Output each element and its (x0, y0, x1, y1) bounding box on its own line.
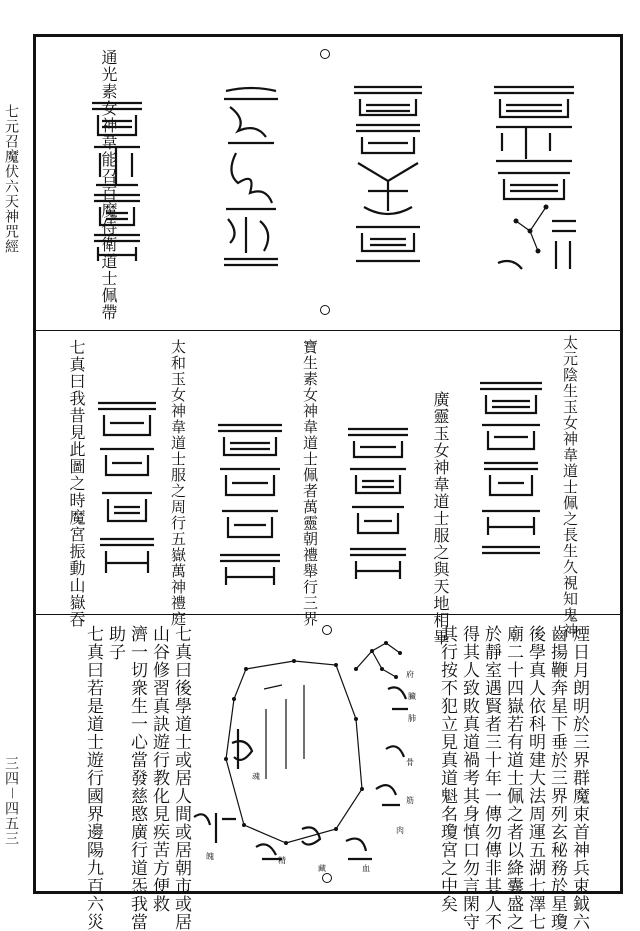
panel-text-and-diagram (36, 615, 620, 931)
talisman-seal (216, 83, 286, 269)
binding-hole (320, 49, 330, 59)
text-column: 山谷修習真訣遊行教化見疾苦方便救 (149, 625, 169, 913)
map-label: 魂 (252, 772, 260, 781)
talisman-caption: 寶生素女神韋道士佩者萬靈朝禮舉行三界 (301, 339, 319, 627)
talisman-seal (348, 81, 428, 271)
talisman-seal (212, 417, 288, 593)
map-label: 府 (406, 670, 414, 679)
page-frame (33, 34, 623, 931)
map-label: 臟 (408, 692, 416, 701)
talisman-caption: 廣靈玉女神韋道士服之與天地相畢 (431, 391, 450, 646)
panel-talismans-top (36, 37, 620, 331)
talisman-seal (92, 395, 162, 581)
text-column: 廟二十四嶽若有道士佩之者以絳囊盛之 (503, 625, 523, 931)
map-label: 肉 (396, 826, 404, 835)
talisman-seal (474, 375, 548, 561)
text-column: 得其人致敗真道禍考其身慎口勿言閑守 (459, 625, 479, 931)
text-column: 七真曰若是道士遊行國界邊陽九百六災 (83, 625, 103, 931)
binding-hole (320, 305, 330, 315)
map-label: 肺 (408, 714, 416, 723)
talisman-seal (486, 81, 582, 277)
map-label: 骨 (406, 758, 414, 767)
text-column: 於靜室遇賢者三十年一傳勿傳非其人不 (481, 625, 501, 931)
margin-page-number: 三四－四五三 (3, 756, 19, 846)
map-label: 筋 (406, 796, 414, 805)
talisman-caption: 太和玉女神韋道士服之周行五嶽萬神禮庭 (169, 339, 187, 627)
text-column: 七真曰後學道士或居人間或居朝市或居 (171, 625, 191, 931)
map-label: 血 (362, 864, 370, 873)
text-column: 齒揚鞭奔星下垂於三界列玄秘務於星瓊 (547, 625, 567, 931)
text-column: 助子 (105, 625, 125, 661)
text-column: 後學真人依科明建大法周運五湖七澤七 (525, 625, 545, 931)
text-column: 煙日月朗明於三界群魔束首神兵束鉞六 (569, 625, 589, 931)
star-map-diagram (186, 629, 418, 881)
map-label: 藏 (318, 864, 326, 873)
margin-book-title: 七元召魔伏六天神咒經 (3, 104, 19, 254)
map-label: 魄 (206, 852, 214, 861)
talisman-caption: 七真曰我昔見此圖之時魔宮振動山嶽吞 (67, 339, 86, 628)
text-column: 其行按不犯立見真道魁名瓊宮之中矣 (437, 625, 457, 913)
talisman-caption: 太元陰生玉女神韋道士佩之長生久視知鬼神 (561, 335, 579, 639)
talisman-seal (88, 95, 146, 265)
talisman-seal (342, 421, 414, 591)
text-column: 濟一切衆生一心當發慈愍廣行道炁我當 (127, 625, 147, 931)
talisman-caption: 通光素女神韋能召百魔侍衛道士佩帶 (99, 49, 118, 321)
map-label: 精 (278, 856, 286, 865)
